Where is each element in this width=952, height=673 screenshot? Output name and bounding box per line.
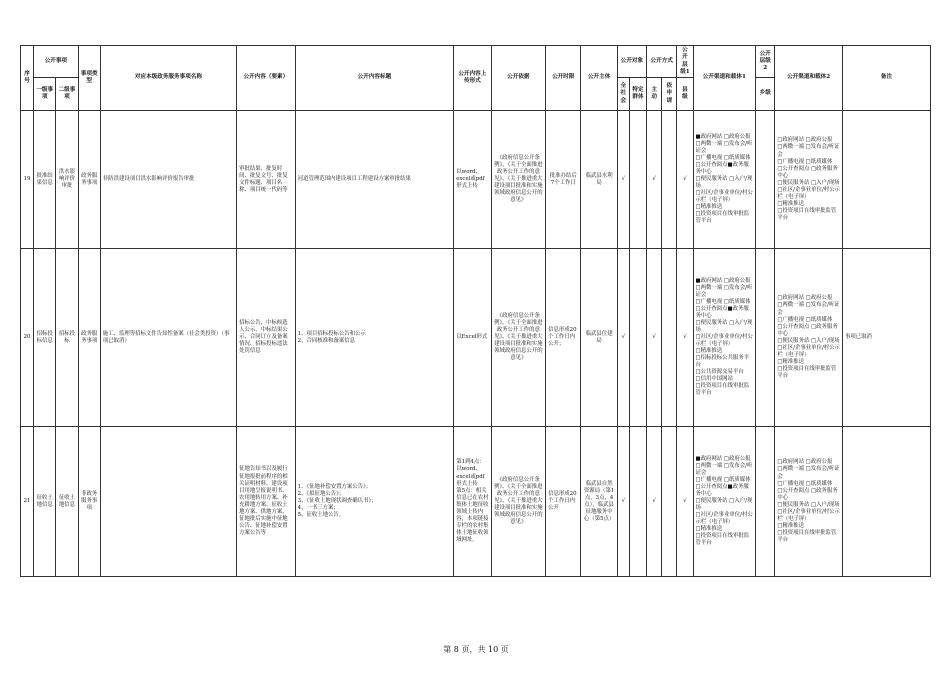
cell-type: 政务服务事项 [78,111,100,249]
cell-level1: 招标投标信息 [34,249,56,427]
cell-subject: 临武县水利局 [581,111,617,249]
cell-service [100,427,236,577]
col-county: 县级 [677,78,693,111]
col-method: 公开方式 [647,46,677,78]
table-row [21,249,931,427]
cell-seq: 19 [21,111,34,249]
cell-level1: 征收土地信息 [34,427,56,577]
cell-remark [842,111,930,249]
cell-time: 信息形成20个工作日内公开； [546,249,581,427]
cell-township [756,427,775,577]
cell-county: √ [677,427,693,577]
cell-title: 河道管理范围内建设项目工程建设方案审批结果 [295,111,454,249]
cell-seq: 20 [21,249,34,427]
cell-target-specific [629,111,646,249]
cell-channel2: □政府网站 □政府公报 □两微一端 □发布会/听证会 □广播电视 □纸质媒体 □公开查阅点 □政务服务中心 □便民服务站 □入户/现场 □社区/企事业单位/村公示栏（电子屏） □精准推送 □投资项目在线审批监管平台 [775,249,843,427]
col-township: 乡级 [756,78,775,111]
cell-channel1: ■政府网站 □政府公报 □两微一端 □发布会/听证会 □广播电视 □纸质媒体 □公开查阅点■政务服务中心 □便民服务站 □入户/现场 □社区/企事业单位/村公示栏（电子屏） □精准推送 □投资项目在线审批监管平台 [693,111,756,249]
cell-method-request [662,249,677,427]
cell-method-active: √ [647,427,662,577]
cell-elements: 招标公告、中标候选人公示、中标结果公示、合同订立及备案情况、招标投标违法处罚信息 [237,249,296,427]
cell-level2: 洪水影响评价审批 [56,111,78,249]
col-content-title: 公开内容标题 [295,46,454,111]
col-public-item: 公开事项 [34,46,78,78]
col-time-limit: 公开时限 [546,46,581,111]
cell-subject: 临武县住建局 [581,249,617,427]
cell-target-specific [629,427,646,577]
cell-method-active: √ [647,249,662,427]
header-row-1 [21,46,931,78]
cell-method-active: √ [647,111,662,249]
cell-township [756,249,775,427]
col-content-elements: 公开内容（要素） [237,46,296,111]
col-level2: 公开层级2 [756,46,775,78]
col-subject: 公开主体 [581,46,617,111]
col-channel2: 公开渠道和载体2 [775,46,843,111]
col-seq: 序号 [21,46,34,111]
table-row [21,111,931,249]
cell-level2: 招标投标 [56,249,78,427]
cell-type: 政务服务事项 [78,249,100,427]
cell-target-all: √ [617,111,629,249]
cell-channel1: ■政府网站 □政府公报 □两微一端 □发布会/听证会 □广播电视 □纸质媒体 □公开查阅点■政务服务中心 □便民服务站 □入户/现场 □社区/企事业单位/村公示栏（电子屏） □精准推送 □投资项目在线审批监管平台 [693,427,756,577]
cell-time: 信息形成20个工作日内公开 [546,427,581,577]
cell-basis: 《政府信息公开条例》、《关于全面推进政务公开工作的意见》、《关于推进重大建设项目批准和实施领域政府信息公开的意见》 [491,249,546,427]
col-service-name: 对应本级政务服务事项名称 [100,46,236,111]
cell-remark: 事项已取消 [842,249,930,427]
cell-level1: 批准结果信息 [34,111,56,249]
cell-subject: 临武县自然资源局（第1点，3点，4点），临武县征地服务中心（第5点） [581,427,617,577]
cell-format: 第1到4点：以word、excel或pdf形式上传 第5点：相关信息已在农村集体土地征收领域上传内容，本项链接专栏的农村集体土地征收领域网址。 [454,427,491,577]
cell-title: 1、项目招标投标公告和公示 2、合同核准和备案信息 [295,249,454,427]
col-method-request: 依申请 [662,78,677,111]
cell-township [756,111,775,249]
cell-channel2: □政府网站 □政府公报 □两微一端 □发布会/听证会 □广播电视 □纸质媒体 □公开查阅点 □政务服务中心 □便民服务站 □入户/现场 □社区/企事业单位/村公示栏（电子屏） □精准推送 □投资项目在线审批监管平台 [775,111,843,249]
cell-seq: 21 [21,427,34,577]
col-target: 公开对象 [617,46,646,78]
cell-level2: 征收土地信息 [56,427,78,577]
col-item-type: 事项类型 [78,46,100,111]
cell-basis: 《政府信息公开条例》、《关于全面推进政务公开工作的意见》、《关于推进重大建设项目批准和实施领域政府信息公开的意见》 [491,427,546,577]
cell-channel1: ■政府网站 □政府公报 □两微一端 □发布会/听证会 □广播电视 □纸质媒体 □公开查阅点■政务服务中心 □便民服务站 □入户/现场 □社区/企事业单位/村公示栏（电子屏） □精准推送 □招标投标公共服务平台 □公共资源交易平台 □信用中国网站 □投资项目在线审批监管平台 [693,249,756,427]
cell-method-request [662,111,677,249]
table-row [21,427,931,577]
cell-time: 批准办结后7个工作日 [546,111,581,249]
cell-target-all: √ [617,249,629,427]
col-basis: 公开依据 [491,46,546,111]
col-target-specific: 特定群体 [629,78,646,111]
col-level1: 公开层级1 [677,46,693,78]
col-target-all: 全社会 [617,78,629,111]
col-method-active: 主动 [647,78,662,111]
col-remark: 备注 [842,46,930,111]
cell-target-specific [629,249,646,427]
cell-service: 非防洪建设项目洪水影响评价报告审批 [100,111,236,249]
cell-format: 以Excel形式 [454,249,491,427]
cell-elements: 审批结果、批复时间、批复文号、批复文件标题、项目名称、项目统一代码等 [237,111,296,249]
cell-service: 施工、监理等招标文件告知性备案（社会类投资）（事项已取消） [100,249,236,427]
cell-format: 以word、excel或pdf形式上传 [454,111,491,249]
disclosure-table [20,45,931,577]
page-number: 第 8 页，共 10 页 [443,645,509,654]
col-level1-item: 一级事项 [34,78,56,111]
cell-channel2: □政府网站 □政府公报 □两微一端 □发布会/听证会 □广播电视 □纸质媒体 □公开查阅点 □政务服务中心 □便民服务站 □入户/现场 □社区/企事业单位/村公示栏（电子屏） □精准推送 □投资项目在线审批监管平台 [775,427,843,577]
cell-remark [842,427,930,577]
cell-title: 1、《征地补偿安置方案公告》； 2、《拟征地公告》； 3、《征收土地现状调查确认书》； 4、一书三方案； 5、征收土地公告。 [295,427,454,577]
cell-type: 非政务服务事项 [78,427,100,577]
cell-county: √ [677,111,693,249]
cell-county: √ [677,249,693,427]
col-channel1: 公开渠道和载体1 [693,46,756,111]
cell-elements: 征地告知书以及履行征地报批前程序的相关证明材料、建设项目用地呈报说明书、农用地转用方案、补充耕地方案、征收土地方案、供地方案、征地批后实施中征地公告、征地补偿安置方案公告等 [237,427,296,577]
col-level2-item: 二级事项 [56,78,78,111]
cell-basis: 《政府信息公开条例》、《关于全面推进政务公开工作的意见》、《关于推进重大建设项目批准和实施领域政府信息公开的意见》 [491,111,546,249]
col-upload-format: 公开内容上传形式 [454,46,491,111]
cell-method-request [662,427,677,577]
cell-target-all: √ [617,427,629,577]
